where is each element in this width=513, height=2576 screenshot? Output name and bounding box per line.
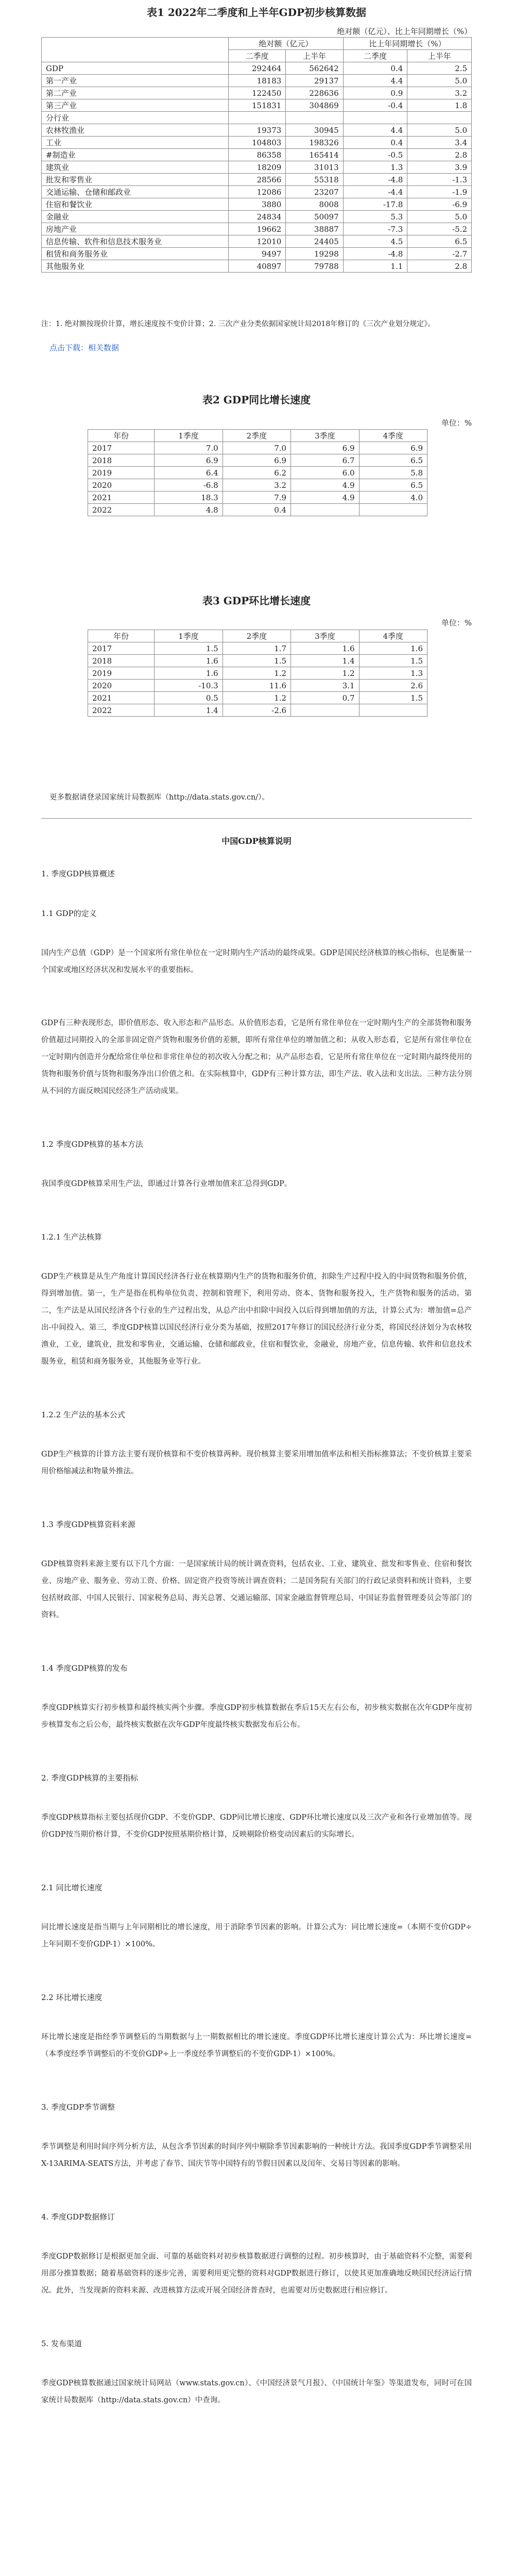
row-label: 2022 [88, 504, 155, 516]
section-heading: 1.2 季度GDP核算的基本方法 [41, 1140, 143, 1149]
column-header: 绝对额（亿元） [228, 38, 343, 50]
row-label: 2021 [88, 692, 155, 704]
table-cell: 165414 [286, 149, 343, 161]
table-cell: -17.8 [343, 198, 407, 211]
table-cell: 4.5 [343, 235, 407, 248]
table-cell: 2.6 [359, 680, 427, 692]
row-label: #制造业 [42, 149, 229, 161]
row-label: 农林牧渔业 [42, 124, 229, 137]
paragraph: 季度GDP核算实行初步核算和最终核实两个步骤。季度GDP初步核算数据在季后15天左右公布，初步核实数据在次年GDP年度初步核算发布之后公布，最终核实数据在次年GDP年度最终核实数据发布后公布。 [41, 1704, 472, 1729]
table-cell: 0.4 [343, 62, 407, 75]
paragraph: 同比增长速度是指当期与上年同期相比的增长速度，用于消除季节因素的影响。计算公式为：同比增长速度=（本期不变价GDP÷上年同期不变价GDP-1）×100%。 [41, 1923, 472, 1948]
table1 [41, 37, 472, 273]
table-header-row [88, 430, 427, 442]
table-cell: 6.7 [291, 454, 359, 467]
table-cell [291, 504, 359, 516]
table-row [42, 112, 472, 124]
section-divider [41, 818, 472, 819]
column-header [42, 38, 229, 62]
table-cell: 5.0 [407, 75, 472, 87]
table-cell [359, 504, 427, 516]
paragraph: 我国季度GDP核算采用生产法，即通过计算各行业增加值来汇总得到GDP。 [41, 1180, 292, 1188]
section-heading: 1. 季度GDP核算概述 [41, 869, 115, 878]
column-header: 2季度 [223, 630, 290, 642]
row-label: 2020 [88, 680, 155, 692]
table-row [42, 198, 472, 211]
table-cell: 18209 [228, 161, 285, 174]
row-label: 2017 [88, 642, 155, 655]
table-row [88, 680, 427, 692]
table-cell: -5.2 [407, 223, 472, 235]
table-cell: 1.4 [155, 704, 223, 717]
table3-title: 表3 GDP环比增长速度 [202, 595, 311, 607]
table-header-row [42, 38, 472, 50]
table-row [42, 235, 472, 248]
row-label: 第二产业 [42, 87, 229, 99]
table-cell: 0.4 [343, 137, 407, 149]
table-row [42, 149, 472, 161]
table-cell: 562642 [286, 62, 343, 75]
table-cell: 7.9 [223, 492, 290, 504]
row-label: 工业 [42, 137, 229, 149]
table-cell: 40897 [228, 260, 285, 273]
table-cell: 11.6 [223, 680, 290, 692]
row-label: 2017 [88, 442, 155, 454]
table-cell: 304869 [286, 99, 343, 112]
table-cell: 50097 [286, 211, 343, 223]
table-cell: -6.9 [407, 198, 472, 211]
table-cell: 4.0 [359, 492, 427, 504]
table-cell: 1.5 [223, 655, 290, 667]
table-cell: 6.2 [223, 467, 290, 479]
table-cell: 4.9 [291, 492, 359, 504]
table-row [88, 642, 427, 655]
table-cell: 2.5 [407, 62, 472, 75]
table-cell: 1.5 [359, 655, 427, 667]
paragraph: 季节调整是利用时间序列分析方法，从包含季节因素的时间序列中剔除季节因素影响的一种统计方法。我国季度GDP季节调整采用X-13ARIMA-SEATS方法，并考虑了春节、国庆节等中国特有的节假日因素以及闰年、交易日等因素的影响。 [41, 2143, 472, 2168]
more-data-note: 更多数据请登录国家统计局数据库（http://data.stats.gov.cn/）。 [49, 793, 269, 802]
row-label: 交通运输、仓储和邮政业 [42, 186, 229, 198]
table-row [42, 75, 472, 87]
row-label: 建筑业 [42, 161, 229, 174]
table-row [88, 504, 427, 516]
table-cell: 3.4 [407, 137, 472, 149]
table-cell [228, 112, 285, 124]
table-cell: 29137 [286, 75, 343, 87]
table-row [42, 211, 472, 223]
section-heading: 1.3 季度GDP核算资料来源 [41, 1520, 135, 1529]
row-label: 住宿和餐饮业 [42, 198, 229, 211]
table-cell: 12086 [228, 186, 285, 198]
table-cell: -1.3 [407, 174, 472, 186]
table-cell: 151831 [228, 99, 285, 112]
row-label: GDP [42, 62, 229, 75]
table-cell: 24834 [228, 211, 285, 223]
row-label: 金融业 [42, 211, 229, 223]
row-label: 第一产业 [42, 75, 229, 87]
table-cell: 0.9 [343, 87, 407, 99]
row-label: 2022 [88, 704, 155, 717]
table-cell: 1.6 [291, 642, 359, 655]
table-cell: -4.4 [343, 186, 407, 198]
table-cell: 1.1 [343, 260, 407, 273]
table-header-row [88, 630, 427, 642]
column-header: 年份 [88, 430, 155, 442]
table-cell: -4.8 [343, 174, 407, 186]
table-row [42, 186, 472, 198]
table-cell [291, 704, 359, 717]
column-header: 3季度 [291, 430, 359, 442]
table-row [42, 137, 472, 149]
table3-unit: 单位：% [441, 618, 472, 628]
table-row [88, 667, 427, 680]
table-cell: 7.0 [155, 442, 223, 454]
paragraph: GDP核算资料来源主要有以下几个方面：一是国家统计局的统计调查资料，包括农业、工业、建筑业、批发和零售业、住宿和餐饮业、房地产业、服务业、劳动工资、价格、固定资产投资等统计调查资料；二是国务院有关部门的行政记录资料和统计资料，主要包括财政部、中国人民银行、国家税务总局、海关总署、交通运输部、国家金融监督管理总局、中国证券监督管理委员会等部门的资料。 [41, 1560, 472, 1619]
table-cell: 292464 [228, 62, 285, 75]
column-header: 比上年同期增长（%） [343, 38, 471, 50]
table-cell: 4.8 [155, 504, 223, 516]
paragraph: 季度GDP核算数据通过国家统计局网站（www.stats.gov.cn）、《中国经济景气月报》、《中国统计年鉴》等渠道发布，同时可在国家统计局数据库（http://data.stats.gov.cn）中查询。 [41, 2379, 472, 2404]
table-cell: 0.7 [291, 692, 359, 704]
table-cell: 1.6 [155, 667, 223, 680]
table-row [42, 174, 472, 186]
row-label: 2020 [88, 479, 155, 492]
section-heading: 2. 季度GDP核算的主要指标 [41, 1773, 139, 1783]
table-cell: 1.2 [223, 667, 290, 680]
table-row [88, 454, 427, 467]
paragraph: 国内生产总值（GDP）是一个国家所有常住单位在一定时期内生产活动的最终成果。GDP是国民经济核算的核心指标，也是衡量一个国家或地区经济状况和发展水平的重要指标。 [41, 949, 472, 974]
table2-unit: 单位：% [441, 418, 472, 428]
table-cell: 6.9 [223, 454, 290, 467]
section-heading: 4. 季度GDP数据修订 [41, 2212, 115, 2222]
table-cell: 9497 [228, 248, 285, 260]
table-cell: 4.4 [343, 124, 407, 137]
row-label: 批发和零售业 [42, 174, 229, 186]
table-cell: 38887 [286, 223, 343, 235]
table2-title: 表2 GDP同比增长速度 [202, 394, 311, 406]
table-cell: 8008 [286, 198, 343, 211]
table-cell: 6.5 [407, 235, 472, 248]
column-subheader: 上半年 [407, 50, 472, 62]
appendix-title: 中国GDP核算说明 [221, 836, 292, 846]
table-cell: -10.3 [155, 680, 223, 692]
table-cell: 6.9 [291, 442, 359, 454]
table-row [42, 223, 472, 235]
table-cell: 1.5 [155, 642, 223, 655]
table-cell: 18.3 [155, 492, 223, 504]
table-cell: 55318 [286, 174, 343, 186]
table-row [42, 260, 472, 273]
table-cell: -4.8 [343, 248, 407, 260]
table-row [42, 161, 472, 174]
column-subheader: 上半年 [286, 50, 343, 62]
table-cell: 4.4 [343, 75, 407, 87]
table-cell: 1.3 [359, 667, 427, 680]
section-heading: 1.2.1 生产法核算 [41, 1232, 102, 1242]
table-row [88, 492, 427, 504]
row-label: 分行业 [42, 112, 229, 124]
section-heading: 2.1 同比增长速度 [41, 1883, 102, 1892]
row-label: 其他服务业 [42, 260, 229, 273]
table-cell: 1.2 [291, 667, 359, 680]
section-heading: 1.2.2 生产法的基本公式 [41, 1410, 125, 1419]
section-heading: 3. 季度GDP季节调整 [41, 2103, 115, 2112]
table-cell: 12010 [228, 235, 285, 248]
table-cell [359, 704, 427, 717]
row-label: 2018 [88, 655, 155, 667]
table-cell: 3.2 [407, 87, 472, 99]
table-row [42, 87, 472, 99]
table-cell: 1.2 [223, 692, 290, 704]
table-row [42, 124, 472, 137]
table-row [42, 99, 472, 112]
table1-unit: 绝对额（亿元）、比上年同期增长（%） [337, 27, 472, 36]
row-label: 2021 [88, 492, 155, 504]
row-label: 2019 [88, 467, 155, 479]
section-heading: 1.1 GDP的定义 [41, 909, 97, 918]
row-label: 信息传输、软件和信息技术服务业 [42, 235, 229, 248]
table-cell: -2.7 [407, 248, 472, 260]
table-cell: 7.0 [223, 442, 290, 454]
paragraph: GDP生产核算是从生产角度计算国民经济各行业在核算期内生产的货物和服务价值，扣除生产过程中投入的中间货物和服务价值，得到增加值。第一，生产是指在机构单位负责、控制和管理下，利用劳动、资本、货物和服务投入，生产货物和服务的活动。第二，生产法是从国民经济各个行业的生产过程出发，从总产出中扣除中间投入以后得到增加值的方法，计算公式为：增加值=总产出-中间投入。第三，季度GDP核算以国民经济行业分类为基础，按照2017年修订的国民经济行业分类，将国民经济划分为农林牧渔业，工业，建筑业，批发和零售业，交通运输、仓储和邮政业，住宿和餐饮业，金融业，房地产业，信息传输、软件和信息技术服务业，租赁和商务服务业，其他服务业等行业。 [41, 1273, 472, 1366]
paragraph: 季度GDP数据修订是根据更加全面、可靠的基础资料对初步核算数据进行调整的过程。初步核算时，由于基础资料不完整，需要利用部分推算数据；随着基础资料的逐步完善，需要利用更完整的资料对GDP数据进行修订，以使其更加准确地反映国民经济运行情况。此外，当发现新的资料来源、改进核算方法或开展全国经济普查时，也需要对历史数据进行相应修订。 [41, 2252, 472, 2295]
column-header: 2季度 [223, 430, 290, 442]
table-cell: 2.8 [407, 260, 472, 273]
table-cell: 1.6 [359, 642, 427, 655]
table-cell: 5.0 [407, 211, 472, 223]
table-cell: -2.6 [223, 704, 290, 717]
table-cell: 6.9 [359, 442, 427, 454]
table-cell: 5.3 [343, 211, 407, 223]
table-cell: 1.8 [407, 99, 472, 112]
table-cell: -0.5 [343, 149, 407, 161]
table-cell: 5.8 [359, 467, 427, 479]
table-cell: 1.6 [155, 655, 223, 667]
row-label: 2018 [88, 454, 155, 467]
column-header: 4季度 [359, 430, 427, 442]
table-row [88, 479, 427, 492]
table-row [88, 655, 427, 667]
table-cell: 3.2 [223, 479, 290, 492]
table-cell: -6.8 [155, 479, 223, 492]
row-label: 2019 [88, 667, 155, 680]
table-cell: 19373 [228, 124, 285, 137]
table-cell: 3880 [228, 198, 285, 211]
table-cell: 6.5 [359, 479, 427, 492]
table-cell: 30945 [286, 124, 343, 137]
paragraph: 环比增长速度是指经季节调整后的当期数据与上一期数据相比的增长速度。季度GDP环比增长速度计算公式为：环比增长速度=（本季度经季节调整后的不变价GDP÷上一季度经季节调整后的不变价GDP-1）×100%。 [41, 2033, 472, 2058]
row-label: 第三产业 [42, 99, 229, 112]
table-cell: 6.0 [291, 467, 359, 479]
table-cell: 2.8 [407, 149, 472, 161]
table-cell: 86358 [228, 149, 285, 161]
paragraph: GDP有三种表现形态，即价值形态、收入形态和产品形态。从价值形态看，它是所有常住单位在一定时期内生产的全部货物和服务价值超过同期投入的全部非固定资产货物和服务价值的差额，即所有常住单位的增加值之和；从收入形态看，它是所有常住单位在一定时期内创造并分配给常住单位和非常住单位的初次收入分配之和；从产品形态看，它是所有常住单位在一定时期内最终使用的货物和服务价值与货物和服务净出口价值之和。在实际核算中，GDP有三种计算方法，即生产法、收入法和支出法。三种方法分别从不同的方面反映国民经济生产活动成果。 [41, 1019, 472, 1095]
table-row [88, 704, 427, 717]
table-cell: -1.9 [407, 186, 472, 198]
section-heading: 1.4 季度GDP核算的发布 [41, 1664, 128, 1673]
table-cell: 19298 [286, 248, 343, 260]
table-cell: 104803 [228, 137, 285, 149]
table-row [42, 248, 472, 260]
table-cell: 1.4 [291, 655, 359, 667]
row-label: 租赁和商务服务业 [42, 248, 229, 260]
row-label: 房地产业 [42, 223, 229, 235]
table1-title: 表1 2022年二季度和上半年GDP初步核算数据 [146, 6, 366, 19]
table-cell: 18183 [228, 75, 285, 87]
table-cell: 4.9 [291, 479, 359, 492]
table-row [88, 467, 427, 479]
table-cell: 1.3 [343, 161, 407, 174]
column-header: 4季度 [359, 630, 427, 642]
table-cell [286, 112, 343, 124]
column-subheader: 二季度 [343, 50, 407, 62]
table-cell: 23207 [286, 186, 343, 198]
paragraph: GDP生产核算的计算方法主要有现价核算和不变价核算两种。现价核算主要采用增加值率法和相关指标推算法；不变价核算主要采用价格缩减法和物量外推法。 [41, 1450, 472, 1476]
table3 [88, 630, 427, 717]
table-cell: 3.1 [291, 680, 359, 692]
table-cell: 1.5 [359, 692, 427, 704]
download-link[interactable]: 点击下载：相关数据 [49, 343, 119, 352]
table-cell: 0.5 [155, 692, 223, 704]
table-cell: 198326 [286, 137, 343, 149]
column-subheader: 二季度 [228, 50, 285, 62]
table2 [88, 429, 427, 516]
table-row [42, 62, 472, 75]
table-row [88, 692, 427, 704]
column-header: 3季度 [291, 630, 359, 642]
table-cell: 6.4 [155, 467, 223, 479]
table-row [88, 442, 427, 454]
table-cell: 19662 [228, 223, 285, 235]
table-cell: -0.4 [343, 99, 407, 112]
table1-note: 注：1. 绝对额按现价计算，增长速度按不变价计算；2. 三次产业分类依据国家统计局2018年修订的《三次产业划分规定》。 [41, 320, 435, 328]
table-cell: 6.9 [155, 454, 223, 467]
table-cell [407, 112, 472, 124]
section-heading: 2.2 环比增长速度 [41, 1993, 102, 2002]
table-cell: 5.0 [407, 124, 472, 137]
table-cell: 31013 [286, 161, 343, 174]
table-cell: 24405 [286, 235, 343, 248]
table-cell: 6.5 [359, 454, 427, 467]
paragraph: 季度GDP核算指标主要包括现价GDP、不变价GDP、GDP同比增长速度、GDP环比增长速度以及三次产业和各行业增加值等。现价GDP按当期价格计算，不变价GDP按照基期价格计算，反映剔除价格变动因素后的实际增长。 [41, 1814, 472, 1839]
table-cell: 28566 [228, 174, 285, 186]
table-cell: 0.4 [223, 504, 290, 516]
table-cell: 228636 [286, 87, 343, 99]
column-header: 1季度 [155, 430, 223, 442]
column-header: 1季度 [155, 630, 223, 642]
section-heading: 5. 发布渠道 [41, 2339, 82, 2348]
table-cell: 122450 [228, 87, 285, 99]
table-cell: -7.3 [343, 223, 407, 235]
table-cell: 3.9 [407, 161, 472, 174]
table-cell: 79788 [286, 260, 343, 273]
column-header: 年份 [88, 630, 155, 642]
table-cell: 1.7 [223, 642, 290, 655]
table-cell [343, 112, 407, 124]
